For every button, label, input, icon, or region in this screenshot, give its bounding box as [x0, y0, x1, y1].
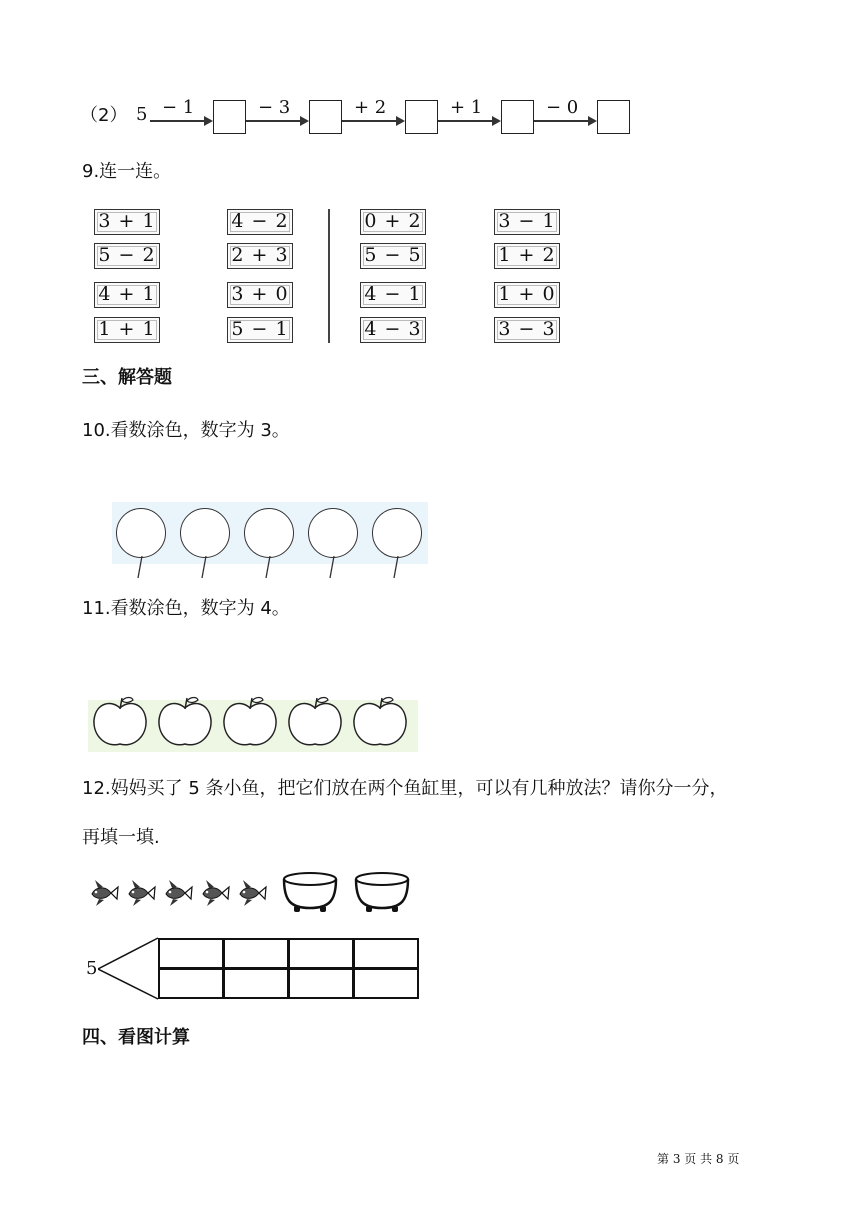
apple-icon[interactable] [220, 692, 280, 752]
chain-arrow [150, 120, 206, 122]
expression-card[interactable]: 3 + 0 [227, 282, 293, 308]
fish-bowl-icon [352, 870, 412, 916]
expression-card[interactable]: 1 + 1 [94, 317, 160, 343]
fish-icon [123, 878, 157, 908]
expression-card[interactable]: 0 + 2 [360, 209, 426, 235]
fish-icon [86, 878, 120, 908]
chain-answer-box[interactable] [597, 100, 630, 134]
fish-bowl-icon [280, 870, 340, 916]
fish-icon [234, 878, 268, 908]
chain-op-label: + 1 [450, 97, 483, 118]
chain-start: 5 [136, 104, 148, 125]
answer-cell[interactable] [223, 938, 289, 969]
expression-card[interactable]: 3 − 3 [494, 317, 560, 343]
apple-icon[interactable] [90, 692, 150, 752]
balloon-string [390, 556, 402, 580]
expression-card[interactable]: 1 + 0 [494, 282, 560, 308]
expression-card[interactable]: 2 + 3 [227, 243, 293, 269]
q9-title: 9.连一连。 [82, 161, 172, 182]
q11-title: 11.看数涂色，数字为 4。 [82, 598, 290, 619]
chain-op-label: − 1 [162, 97, 195, 118]
expression-card[interactable]: 1 + 2 [494, 243, 560, 269]
expression-card[interactable]: 4 − 1 [360, 282, 426, 308]
expression-card[interactable]: 5 − 5 [360, 243, 426, 269]
answer-cell[interactable] [223, 968, 289, 999]
chain-op-label: + 2 [354, 97, 387, 118]
expression-card[interactable]: 5 − 1 [227, 317, 293, 343]
chain-arrow [438, 120, 494, 122]
split-line-bottom [98, 969, 158, 999]
answer-cell[interactable] [353, 968, 419, 999]
balloon-string [198, 556, 210, 580]
chain-answer-box[interactable] [405, 100, 438, 134]
chain-arrow-head [588, 116, 597, 126]
match-area [90, 205, 570, 345]
apple-icon[interactable] [285, 692, 345, 752]
balloon-string [326, 556, 338, 580]
balloon-panel [112, 502, 428, 578]
chain-arrow-head [396, 116, 405, 126]
chain-answer-box[interactable] [213, 100, 246, 134]
answer-cell[interactable] [353, 938, 419, 969]
chain-answer-box[interactable] [501, 100, 534, 134]
chain-row [80, 96, 620, 136]
fish-row [84, 872, 424, 918]
balloon-circle[interactable] [308, 508, 358, 558]
section-3-title: 三、解答题 [82, 367, 172, 388]
chain-arrow [534, 120, 590, 122]
chain-label: （2） [80, 105, 128, 126]
apple-icon[interactable] [155, 692, 215, 752]
balloon-circle[interactable] [372, 508, 422, 558]
balloon-string [262, 556, 274, 580]
split-diagram [84, 936, 424, 1002]
split-number: 5 [86, 958, 98, 979]
expression-card[interactable]: 4 − 3 [360, 317, 426, 343]
balloon-string [134, 556, 146, 580]
chain-arrow-head [492, 116, 501, 126]
apple-panel [88, 690, 418, 754]
balloon-circle[interactable] [244, 508, 294, 558]
fish-icon [197, 878, 231, 908]
answer-cell[interactable] [288, 968, 354, 999]
chain-op-label: − 0 [546, 97, 579, 118]
chain-op-label: − 3 [258, 97, 291, 118]
expression-card[interactable]: 3 + 1 [94, 209, 160, 235]
divider-line [328, 209, 330, 343]
answer-cell[interactable] [158, 938, 224, 969]
split-lines [98, 936, 160, 1002]
chain-arrow-head [204, 116, 213, 126]
q12-line2: 再填一填. [82, 827, 160, 848]
chain-arrow [246, 120, 302, 122]
split-line-top [98, 938, 158, 969]
fish-icon [160, 878, 194, 908]
expression-card[interactable]: 5 − 2 [94, 243, 160, 269]
section-4-title: 四、看图计算 [82, 1027, 190, 1048]
balloon-circle[interactable] [180, 508, 230, 558]
chain-arrow [342, 120, 398, 122]
chain-arrow-head [300, 116, 309, 126]
answer-cell[interactable] [158, 968, 224, 999]
expression-card[interactable]: 4 − 2 [227, 209, 293, 235]
expression-card[interactable]: 3 − 1 [494, 209, 560, 235]
page-footer: 第 3 页 共 8 页 [657, 1152, 740, 1166]
chain-answer-box[interactable] [309, 100, 342, 134]
answer-cell[interactable] [288, 938, 354, 969]
q12-line1: 12.妈妈买了 5 条小鱼，把它们放在两个鱼缸里，可以有几种放法？请你分一分， [82, 778, 728, 799]
apple-icon[interactable] [350, 692, 410, 752]
balloon-circle[interactable] [116, 508, 166, 558]
q10-title: 10.看数涂色，数字为 3。 [82, 420, 290, 441]
expression-card[interactable]: 4 + 1 [94, 282, 160, 308]
